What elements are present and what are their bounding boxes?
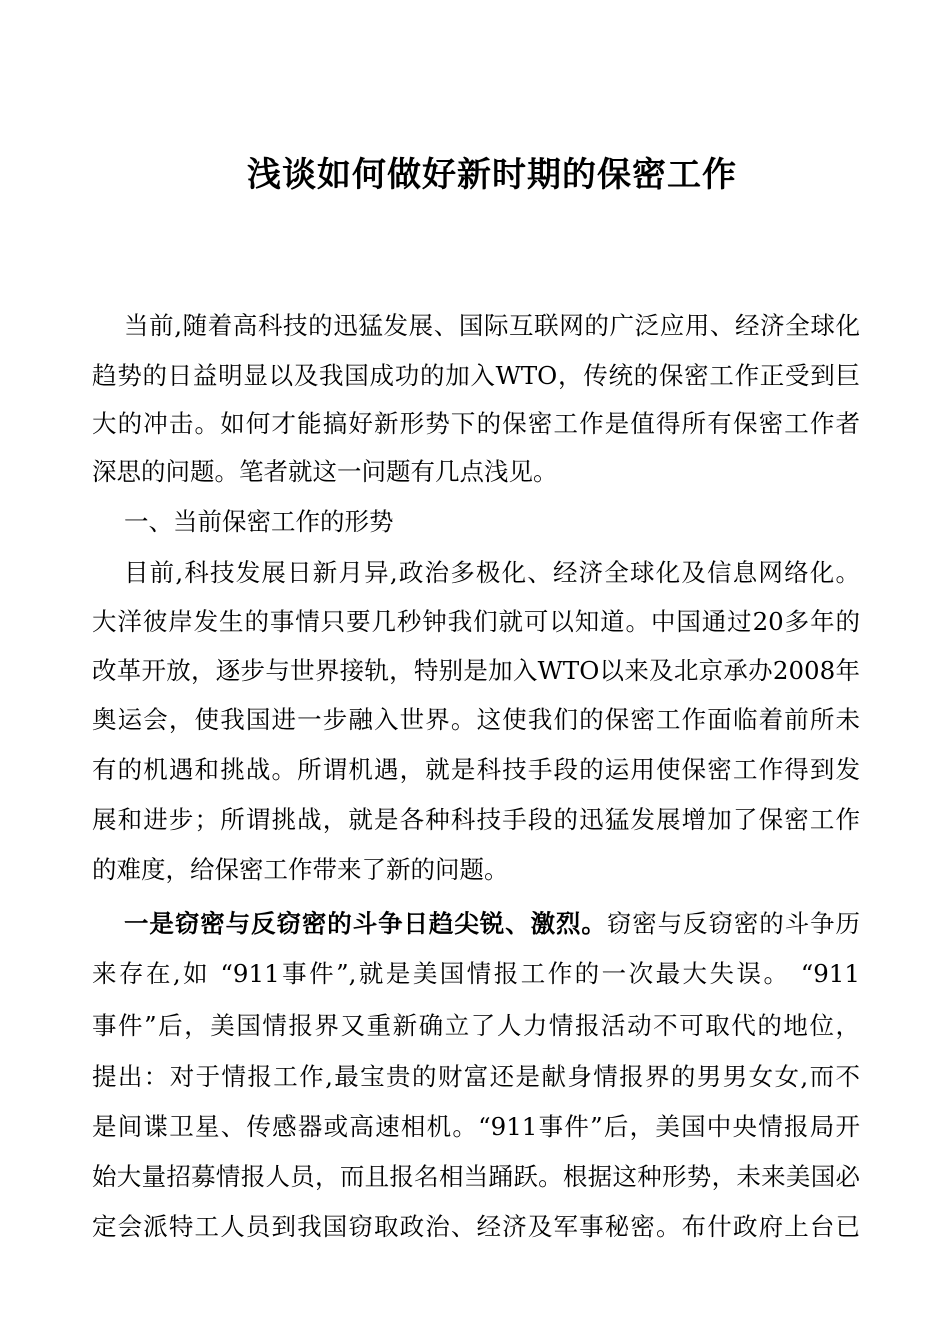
paragraph-2-line-3: 改革开放，逐步与世界接轨，特别是加入WTO以来及北京承办2008年 <box>92 656 860 685</box>
paragraph-3-line-6: 始大量招募情报人员，而且报名相当踊跃。根据这种形势，未来美国必 <box>92 1162 860 1191</box>
paragraph-2-line-1: 目前,科技发展日新月异,政治多极化、经济全球化及信息网络化。 <box>124 558 860 587</box>
paragraph-1-line-3: 大的冲击。如何才能搞好新形势下的保密工作是值得所有保密工作者 <box>92 409 860 438</box>
document-title: 浅谈如何做好新时期的保密工作 <box>247 155 737 195</box>
paragraph-1-line-1: 当前,随着高科技的迅猛发展、国际互联网的广泛应用、经济全球化 <box>124 311 860 340</box>
paragraph-3-line-1-rest: 窃密与反窃密的斗争历 <box>606 909 860 938</box>
paragraph-2-line-5: 有的机遇和挑战。所谓机遇，就是科技手段的运用使保密工作得到发 <box>92 755 860 784</box>
paragraph-2-line-4: 奥运会，使我国进一步融入世界。这使我们的保密工作面临着前所未 <box>92 705 860 734</box>
section-heading-1: 一、当前保密工作的形势 <box>124 507 394 536</box>
paragraph-2-line-2: 大洋彼岸发生的事情只要几秒钟我们就可以知道。中国通过20多年的 <box>92 607 860 636</box>
paragraph-1-line-4: 深思的问题。笔者就这一问题有几点浅见。 <box>92 457 558 486</box>
paragraph-3-line-2: 来存在,如 “911事件”,就是美国情报工作的一次最大失误。 “911 <box>92 959 860 988</box>
paragraph-2-line-7: 的难度，给保密工作带来了新的问题。 <box>92 855 509 884</box>
bold-lead-sentence: 一是窃密与反窃密的斗争日趋尖锐、激烈。 <box>124 909 607 938</box>
paragraph-3-line-1 <box>124 904 860 944</box>
paragraph-3-line-5: 是间谍卫星、传感器或高速相机。“911事件”后，美国中央情报局开 <box>92 1112 860 1141</box>
paragraph-1-line-2: 趋势的日益明显以及我国成功的加入WTO，传统的保密工作正受到巨 <box>92 361 860 390</box>
paragraph-3-line-3: 事件”后，美国情报界又重新确立了人力情报活动不可取代的地位， <box>92 1011 860 1040</box>
paragraph-2-line-6: 展和进步；所谓挑战，就是各种科技手段的迅猛发展增加了保密工作 <box>92 805 860 834</box>
paragraph-3-line-4: 提出：对于情报工作,最宝贵的财富还是献身情报界的男男女女,而不 <box>92 1062 860 1091</box>
paragraph-3-line-7: 定会派特工人员到我国窃取政治、经济及军事秘密。布什政府上台已 <box>92 1212 860 1241</box>
